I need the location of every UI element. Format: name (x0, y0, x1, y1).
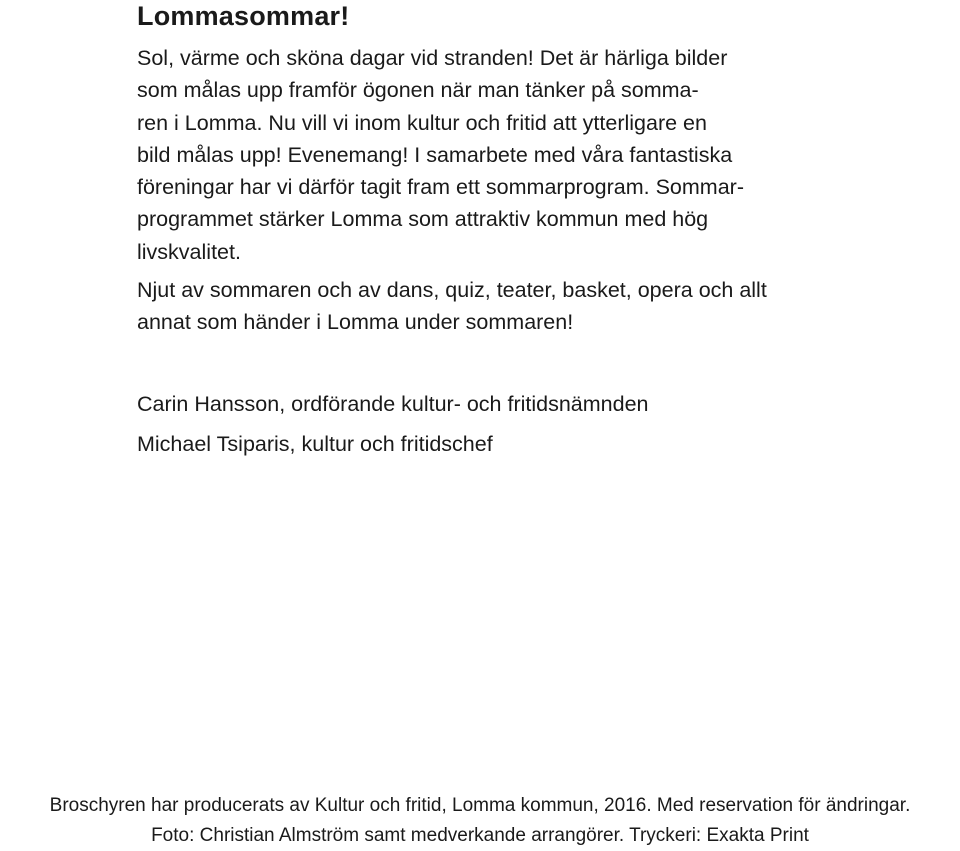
footer-line-credits: Foto: Christian Almström samt medverkande arrangörer. Tryckeri: Exakta Print (151, 825, 809, 846)
paragraph-line: Njut av sommaren och av dans, quiz, teater, basket, opera och allt (137, 278, 767, 302)
paragraph-line: ren i Lomma. Nu vill vi inom kultur och fritid att ytterligare en (137, 110, 707, 135)
paragraph-line: Sol, värme och sköna dagar vid stranden! Det är härliga bilder (137, 46, 728, 70)
footer-credits (0, 791, 960, 851)
paragraph-line: programmet stärker Lomma som attraktiv kommun med hög (137, 207, 709, 232)
signature-manager: Michael Tsiparis, kultur och fritidschef (137, 432, 493, 456)
footer-line-production: Broschyren har producerats av Kultur och fritid, Lomma kommun, 2016. Med reservation för ändringar. (49, 795, 911, 816)
paragraph-line: annat som händer i Lomma under sommaren! (137, 310, 574, 335)
paragraph-line: som målas upp framför ögonen när man tänker på somma- (137, 78, 699, 103)
page-title: Lommasommar! (137, 1, 350, 31)
enjoy-paragraph (137, 274, 837, 339)
paragraph-line: livskvalitet. (137, 239, 241, 264)
intro-paragraph (137, 42, 827, 268)
paragraph-line: föreningar har vi därför tagit fram ett sommarprogram. Sommar- (137, 175, 744, 200)
paragraph-line: bild målas upp! Evenemang! I samarbete med våra fantastiska (137, 142, 733, 167)
signature-chair: Carin Hansson, ordförande kultur- och fritidsnämnden (137, 392, 649, 416)
